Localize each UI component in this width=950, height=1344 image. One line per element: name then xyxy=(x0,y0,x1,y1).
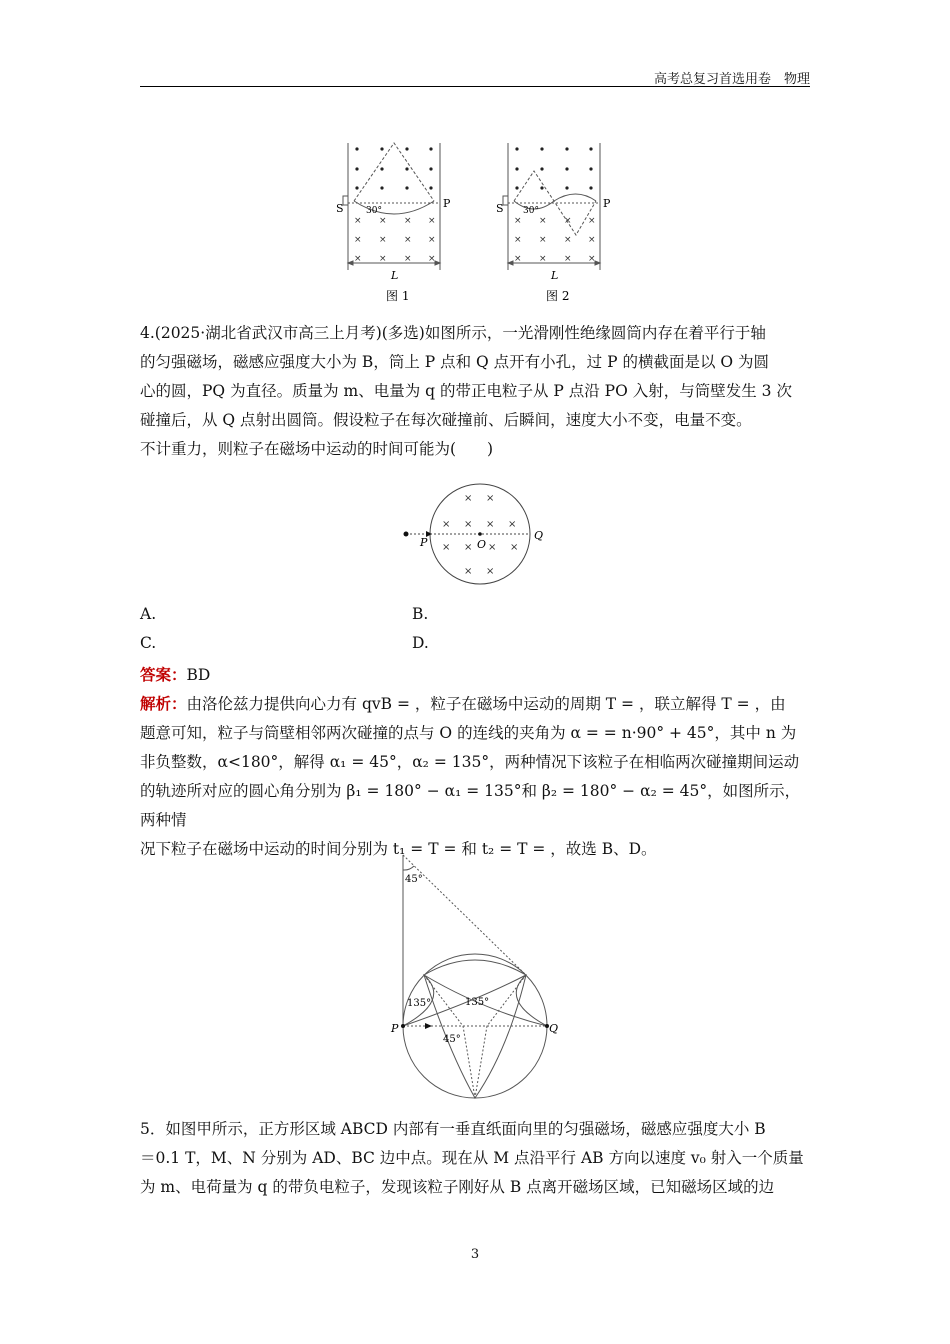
figure-1 xyxy=(343,143,440,270)
fig-angle-135b: 135° xyxy=(465,997,490,1008)
q5-line: ＝0.1 T，M、N 分别为 AD、BC 边中点。现在从 M 点沿平行 AB 方向以速度 v₀ 射入一个质量 xyxy=(140,1149,804,1167)
q4-figure xyxy=(398,482,558,590)
fig2-s-label: S xyxy=(496,202,504,215)
svg-text:×: × xyxy=(588,216,596,226)
header-title: 高考总复习首选用卷 物理 xyxy=(653,72,810,87)
svg-text:×: × xyxy=(404,216,412,226)
option-c[interactable]: C. xyxy=(140,634,157,652)
analysis-label: 解析： xyxy=(140,694,187,713)
fig2-p-label: P xyxy=(603,197,611,210)
svg-text:×: × xyxy=(588,254,596,264)
svg-text:×: × xyxy=(514,216,522,226)
analysis-line: 况下粒子在磁场中运动的时间分别为 t₁ = T = 和 t₂ = T = ，故选 B、D。 xyxy=(140,840,657,858)
q4-line: 不计重力，则粒子在磁场中运动的时间可能为( ) xyxy=(140,440,494,458)
svg-text:×: × xyxy=(486,519,495,530)
option-a[interactable]: A. xyxy=(140,605,157,623)
svg-text:×: × xyxy=(428,235,436,245)
svg-text:×: × xyxy=(514,254,522,264)
analysis-line: 题意可知，粒子与筒壁相邻两次碰撞的点与 O 的连线的夹角为 α = = n·90° + 45°，其中 n 为 xyxy=(140,724,797,742)
answer-value: BD xyxy=(186,666,211,684)
q4-q-label: Q xyxy=(534,529,544,542)
q4-o-label: O xyxy=(477,538,487,551)
fig2-width: L xyxy=(551,269,559,282)
analysis-line: 的轨迹所对应的圆心角分别为 β₁ = 180° − α₁ = 135°和 β₂ = 180° − α₂ = 45°，如图所示，两种情 xyxy=(140,782,801,829)
answer-label: 答案： xyxy=(140,665,187,684)
svg-text:×: × xyxy=(354,216,362,226)
svg-text:×: × xyxy=(442,542,451,553)
svg-text:×: × xyxy=(404,235,412,245)
figure-top xyxy=(330,135,620,307)
svg-text:×: × xyxy=(442,519,451,530)
svg-text:×: × xyxy=(354,254,362,264)
page-number: 3 xyxy=(470,1247,480,1262)
figure-2 xyxy=(503,143,600,270)
svg-text:×: × xyxy=(539,216,547,226)
svg-text:×: × xyxy=(379,235,387,245)
fig-angle-top: 45° xyxy=(405,874,423,885)
svg-text:×: × xyxy=(564,235,572,245)
fig1-caption: 图 1 xyxy=(386,289,410,303)
q5-line: 为 m、电荷量为 q 的带负电粒子，发现该粒子刚好从 B 点离开磁场区域，已知磁场区域的边 xyxy=(140,1178,775,1196)
svg-text:×: × xyxy=(510,542,519,553)
fig1-crosses xyxy=(354,216,436,264)
svg-text:×: × xyxy=(488,542,497,553)
analysis-figure xyxy=(388,850,568,1100)
fig1-dots xyxy=(355,147,432,189)
question-5 xyxy=(140,1115,812,1202)
svg-text:×: × xyxy=(464,542,473,553)
svg-text:×: × xyxy=(428,254,436,264)
q4-p-label: P xyxy=(420,536,428,549)
fig2-caption: 图 2 xyxy=(546,289,570,303)
q4-line: 心的圆，PQ 为直径。质量为 m、电量为 q 的带正电粒子从 P 点沿 PO 入射，与筒壁发生 3 次 xyxy=(140,382,792,400)
fig1-width: L xyxy=(391,269,399,282)
option-b[interactable]: B. xyxy=(412,605,429,623)
fig2-dots xyxy=(515,147,592,189)
svg-text:×: × xyxy=(379,254,387,264)
svg-text:×: × xyxy=(564,216,572,226)
svg-text:×: × xyxy=(486,493,495,504)
fig2-angle: 30° xyxy=(523,206,539,216)
question-4 xyxy=(140,319,812,464)
svg-text:×: × xyxy=(564,254,572,264)
answer-line xyxy=(140,663,210,685)
fig-angle-135a: 135° xyxy=(407,998,432,1009)
svg-text:×: × xyxy=(464,493,473,504)
svg-text:×: × xyxy=(539,235,547,245)
fig1-s-label: S xyxy=(336,202,344,215)
option-d[interactable]: D. xyxy=(412,634,429,652)
svg-text:×: × xyxy=(508,519,517,530)
svg-text:×: × xyxy=(428,216,436,226)
q4-line: 4.(2025·湖北省武汉市高三上月考)(多选)如图所示，一光滑刚性绝缘圆筒内存在着平行于轴 xyxy=(140,324,766,342)
analysis xyxy=(140,689,812,864)
svg-text:×: × xyxy=(539,254,547,264)
fig-q-label: Q xyxy=(549,1022,559,1035)
q5-line: 5．如图甲所示，正方形区域 ABCD 内部有一垂直纸面向里的匀强磁场，磁感应强度大小 B xyxy=(140,1120,766,1138)
q4-line: 碰撞后，从 Q 点射出圆筒。假设粒子在每次碰撞前、后瞬间，速度大小不变，电量不变。 xyxy=(140,411,752,429)
svg-text:×: × xyxy=(464,566,473,577)
fig-angle-45: 45° xyxy=(443,1034,461,1045)
svg-text:×: × xyxy=(588,235,596,245)
svg-text:×: × xyxy=(514,235,522,245)
fig-p-label: P xyxy=(391,1022,399,1035)
svg-text:×: × xyxy=(464,519,473,530)
page-header xyxy=(140,68,810,87)
fig1-p-label: P xyxy=(443,197,451,210)
svg-text:×: × xyxy=(354,235,362,245)
analysis-line: 由洛伦兹力提供向心力有 qvB = ，粒子在磁场中运动的周期 T = ，联立解得 T = ，由 xyxy=(186,695,786,713)
svg-text:×: × xyxy=(486,566,495,577)
svg-text:×: × xyxy=(404,254,412,264)
fig1-angle: 30° xyxy=(366,206,382,216)
svg-text:×: × xyxy=(379,216,387,226)
q4-line: 的匀强磁场，磁感应强度大小为 B，筒上 P 点和 Q 点开有小孔，过 P 的横截面是以 O 为圆 xyxy=(140,353,770,371)
analysis-line: 非负整数，α<180°，解得 α₁ = 45°，α₂ = 135°，两种情况下该粒子在相临两次碰撞期间运动 xyxy=(140,753,800,771)
